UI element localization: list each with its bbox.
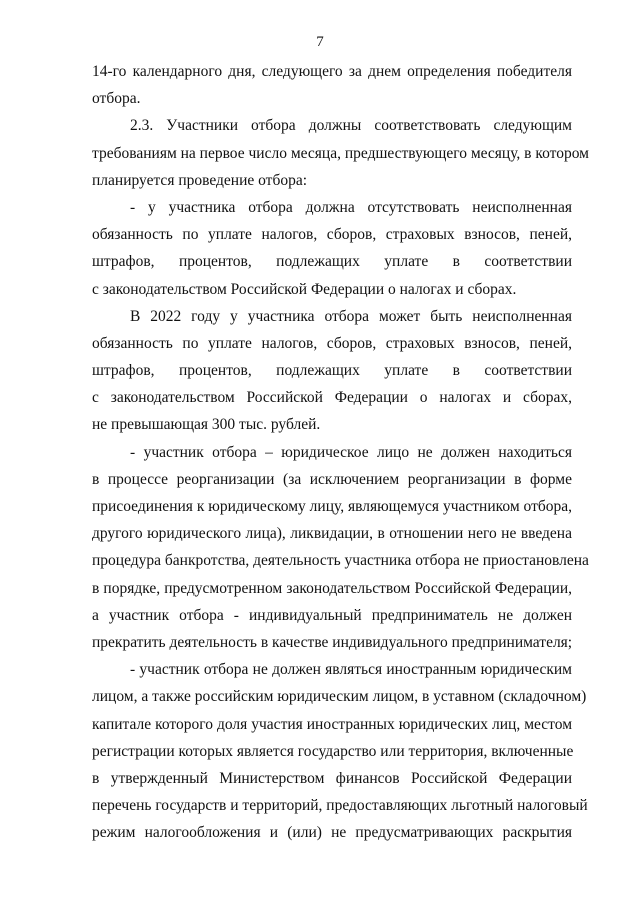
text-line: капитале которого доля участия иностранных юридических лиц, местом xyxy=(92,715,572,733)
text-line: - у участника отбора должна отсутствовать неисполненная xyxy=(130,198,572,216)
page-number: 7 xyxy=(316,34,324,50)
text-line: перечень государств и территорий, предоставляющих льготный налоговый xyxy=(92,797,588,815)
text-line: не превышающая 300 тыс. рублей. xyxy=(92,416,321,434)
text-line: отбора. xyxy=(92,90,141,108)
text-line: обязанность по уплате налогов, сборов, страховых взносов, пеней, xyxy=(92,226,572,244)
text-line: планируется проведение отбора: xyxy=(92,171,308,189)
text-line: в утвержденный Министерством финансов Российской Федерации xyxy=(92,769,572,787)
text-line: другого юридического лица), ликвидации, в отношении него не введена xyxy=(92,525,572,543)
text-line: с законодательством Российской Федерации о налогах и сборах. xyxy=(92,280,517,298)
text-line: лицом, а также российским юридическим лицом, в уставном (складочном) xyxy=(92,688,587,706)
text-line: 14-го календарного дня, следующего за днем определения победителя xyxy=(92,63,572,80)
text-line: режим налогообложения и (или) не предусматривающих раскрытия xyxy=(92,824,572,842)
text-line: штрафов, процентов, подлежащих уплате в соответствии xyxy=(92,253,572,271)
text-line: - участник отбора – юридическое лицо не должен находиться xyxy=(130,443,572,461)
text-line: 2.3. Участники отбора должны соответствовать следующим xyxy=(130,117,572,135)
text-line: обязанность по уплате налогов, сборов, страховых взносов, пеней, xyxy=(92,334,572,352)
text-line: присоединения к юридическому лицу, являющемуся участником отбора, xyxy=(92,498,572,515)
document-body xyxy=(92,58,589,846)
text-line: процедура банкротства, деятельность участника отбора не приостановлена xyxy=(92,552,589,570)
text-line: в порядке, предусмотренном законодательством Российской Федерации, xyxy=(92,579,572,597)
text-line: в процессе реорганизации (за исключением реорганизации в форме xyxy=(92,470,572,488)
text-line: регистрации которых является государство или территория, включенные xyxy=(92,742,574,760)
text-line: штрафов, процентов, подлежащих уплате в соответствии xyxy=(92,362,572,380)
text-line: - участник отбора не должен являться иностранным юридическим xyxy=(130,661,572,679)
text-line: требованиям на первое число месяца, предшествующего месяцу, в котором xyxy=(92,144,589,162)
text-line: В 2022 году у участника отбора может быть неисполненная xyxy=(130,307,572,325)
text-line: прекратить деятельность в качестве индивидуального предпринимателя; xyxy=(92,633,573,651)
text-line: а участник отбора - индивидуальный предприниматель не должен xyxy=(92,606,572,624)
text-line: с законодательством Российской Федерации о налогах и сборах, xyxy=(92,389,572,407)
